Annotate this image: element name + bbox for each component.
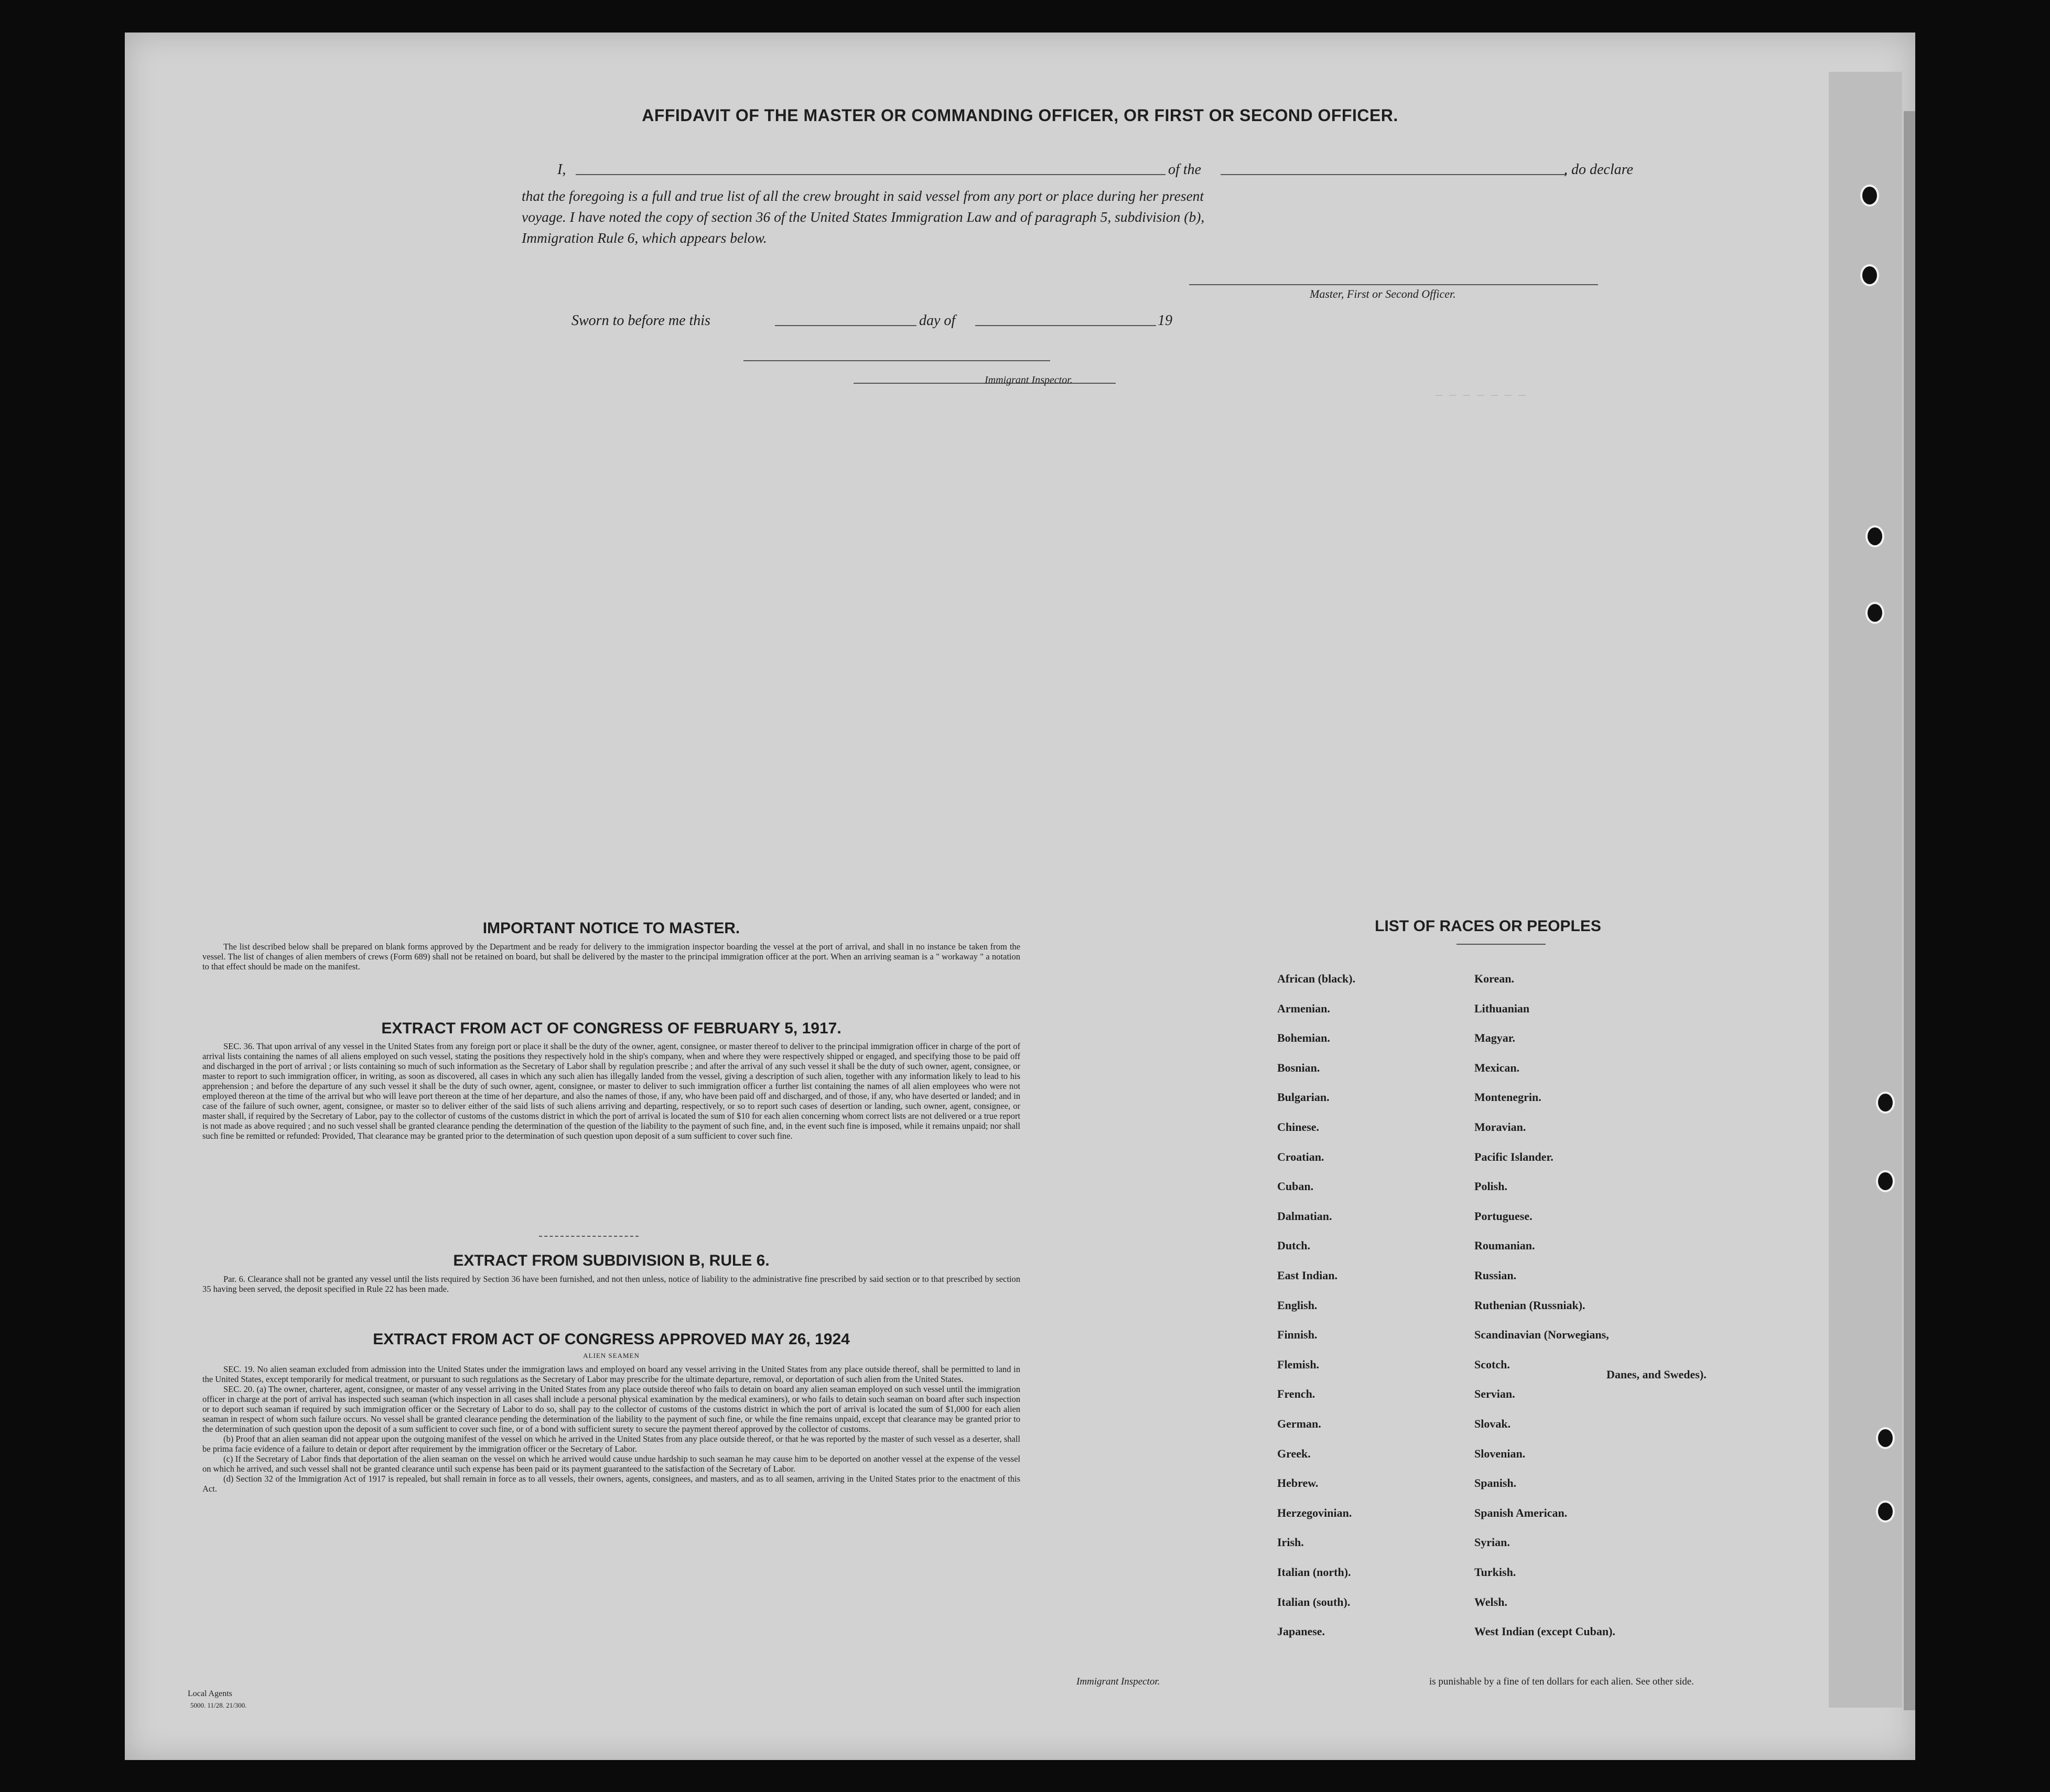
race-item: Russian. bbox=[1474, 1269, 1517, 1282]
race-item: Greek. bbox=[1277, 1446, 1311, 1460]
race-item: Hebrew. bbox=[1277, 1476, 1319, 1490]
affidavit-line-3: Immigration Rule 6, which appears below. bbox=[522, 230, 767, 246]
race-item: Polish. bbox=[1474, 1180, 1507, 1193]
footer-fine-notice: is punishable by a fine of ten dollars for each alien. See other side. bbox=[1429, 1676, 1694, 1687]
race-item: Slovenian. bbox=[1474, 1446, 1526, 1460]
race-item: Italian (south). bbox=[1277, 1595, 1351, 1609]
master-signature-line bbox=[1189, 284, 1598, 285]
master-label: Master, First or Second Officer. bbox=[1310, 287, 1456, 300]
race-item: Dutch. bbox=[1277, 1239, 1310, 1253]
inspector-upper-line bbox=[743, 360, 1050, 361]
notice-body: The list described below shall be prepared on blank forms approved by the Department and be ready for delivery to the immigration inspector boarding the vessel at the port of arrival, and shall in no instance be taken from the vessel. The list of changes of alien members of crews (Form 689) shall not be retained on board, but shall be delivered by the master to the principal immigration officer at the port. When an arriving seaman is a " workaway " a notation to that effect should be made on the manifest. bbox=[202, 942, 1020, 971]
sworn-label: Sworn to before me this bbox=[571, 312, 710, 329]
race-item: East Indian. bbox=[1277, 1269, 1337, 1282]
inspector-label: Immigrant Inspector. bbox=[985, 374, 1073, 386]
subdivision-body: Par. 6. Clearance shall not be granted any vessel until the lists required by Section 36 have been furnished, and not then unless, notice of liability to the administrative fine prescribed by said section or to that prescribed by section 35 having been served, the deposit specified in Rule 22 has been made. bbox=[202, 1274, 1020, 1294]
race-item: Chinese. bbox=[1277, 1120, 1320, 1134]
race-item: Scotch. bbox=[1474, 1357, 1510, 1371]
name-blank-line bbox=[576, 174, 1166, 175]
race-item: Slovak. bbox=[1474, 1417, 1511, 1430]
races-title: LIST OF RACES OR PEOPLES bbox=[1375, 917, 1601, 935]
race-item: African (black). bbox=[1277, 972, 1356, 985]
race-item: Herzegovinian. bbox=[1277, 1506, 1352, 1519]
race-item: Syrian. bbox=[1474, 1536, 1510, 1549]
extract-1924-paragraph: SEC. 19. No alien seaman excluded from admission into the United States under the immigration laws and employed on board any vessel arriving in the United States from any place outside thereof, shall be permitted to land in the United States, except temporarily for medical treatment, or pursuant to such regulations as the Secretary of Labor may prescribe for the ultimate departure, removal, or deportation of such alien from the United States. bbox=[202, 1364, 1020, 1384]
extract-1917-body: SEC. 36. That upon arrival of any vessel in the United States from any foreign port or place it shall be the duty of the owner, agent, consignee, or master thereof to deliver to the principal immigration officer in charge of the port of arrival lists containing the names of all aliens employed on such vessel, stating the positions they respectively hold in the ship's company, when and where they were respectively shipped or engaged, and specifying those to be paid off and discharged in the port of arrival ; or lists containing so much of such information as the Secretary of Labor shall by regulation prescribe ; and after the arrival of any such vessel it shall be the duty of such owner, agent, consignee, or master to report to such immigration officer, in writing, as soon as discovered, all cases in which any such alien has illegally landed from the vessel, giving a description of such alien, together with any information likely to lead to his apprehension ; and before the departure of any such vessel it shall be the duty of such owner, agent, consignee, or master to deliver to such immigration officer a further list containing the names of all alien employees who were not employed thereon at the time of the arrival but who will leave port thereon at the time of her departure, and also the names of those, if any, who have been paid off and discharged, and of those, if any, who have deserted or landed; and in case of the failure of such owner, agent, consignee, or master so to deliver either of the said lists of such aliens arriving and departing, respectively, or so to report such cases of desertion or landing, such owner, agent, consignee, or master shall, if required by the Secretary of Labor, pay to the collector of customs of the customs district in which the port of arrival is located the sum of $10 for each alien concerning whom correct lists are not delivered or a true report is not made as above required ; and no such vessel shall be granted clearance pending the determination of the question of the liability to the payment of such fine, and, in the event such fine is imposed, while it remains unpaid; nor shall such fine be remitted or refunded: Provided, That clearance may be granted prior to the determination of such question upon deposit of a sum sufficient to cover such fine. bbox=[202, 1041, 1020, 1141]
race-item: Dalmatian. bbox=[1277, 1209, 1332, 1223]
extract-1924-paragraph: SEC. 20. (a) The owner, charterer, agent, consignee, or master of any vessel arriving in the United States from any place outside thereof who fails to detain on board any alien seaman employed on such vessel until the immigration officer in charge at the port of arrival has inspected such seaman (which inspection in all cases shall include a personal physical examination by the medical examiners), or who fails to detain such seaman on board after such inspection or to deport such seaman if required by such immigration officer or the Secretary of Labor to do so, shall pay to the collector of customs of the customs district in which the port of arrival is located the sum of $1,000 for each alien seaman in respect of whom such failure occurs. No vessel shall be granted clearance pending the determination of the liability to the payment of such fine, or while the fine remains unpaid, except that clearance may be granted prior to the determination of such question upon the deposit of a sum sufficient to cover such fine, or of a bond with sufficient surety to secure the payment thereof approved by the collector of customs. bbox=[202, 1384, 1020, 1434]
binder-hole bbox=[1876, 1427, 1895, 1449]
race-item: Bulgarian. bbox=[1277, 1091, 1330, 1104]
race-item: Servian. bbox=[1474, 1387, 1515, 1401]
race-item: West Indian (except Cuban). bbox=[1474, 1625, 1615, 1638]
page-edge-dark bbox=[1904, 111, 1915, 1710]
extract-1924-subtitle: ALIEN SEAMEN bbox=[583, 1352, 640, 1359]
footer-inspector: Immigrant Inspector. bbox=[1076, 1676, 1160, 1687]
race-item: Pacific Islander. bbox=[1474, 1150, 1553, 1163]
race-item: Spanish American. bbox=[1474, 1506, 1568, 1519]
race-item: Bosnian. bbox=[1277, 1061, 1320, 1074]
affidavit-line-2: voyage. I have noted the copy of section 36 of the United States Immigration Law and of paragraph 5, subdivision (b), bbox=[522, 209, 1205, 225]
extract-1924-title: EXTRACT FROM ACT OF CONGRESS APPROVED MAY 26, 1924 bbox=[373, 1331, 850, 1348]
races-title-underline bbox=[1456, 944, 1546, 945]
binder-hole bbox=[1865, 602, 1884, 624]
binder-hole bbox=[1860, 264, 1879, 286]
page-edge bbox=[1829, 72, 1902, 1708]
affidavit-of-the: of the bbox=[1168, 161, 1201, 178]
race-item: Croatian. bbox=[1277, 1150, 1324, 1163]
bleed-through-text: — — — — — — — bbox=[1436, 389, 1526, 402]
footer-form-code: 5000. 11/28. 21/300. bbox=[190, 1701, 247, 1709]
extract-1924-paragraph: (c) If the Secretary of Labor finds that deportation of the alien seaman on the vessel on which he arrived would cause undue hardship to such seaman he may cause him to be deported on another vessel at the expense of the vessel on which he arrived, and such vessel shall not be granted clearance until such expense has been paid or its payment guaranteed to the satisfaction of the Secretary of Labor. bbox=[202, 1454, 1020, 1474]
race-item: Moravian. bbox=[1474, 1120, 1526, 1134]
race-item: Scandinavian (Norwegians, bbox=[1474, 1328, 1609, 1342]
race-item: German. bbox=[1277, 1417, 1321, 1430]
vessel-blank-line bbox=[1221, 174, 1567, 175]
race-item: English. bbox=[1277, 1298, 1318, 1312]
race-item: Irish. bbox=[1277, 1536, 1304, 1549]
sworn-month-line bbox=[975, 325, 1156, 326]
race-item: Italian (north). bbox=[1277, 1566, 1351, 1579]
race-item: Portuguese. bbox=[1474, 1209, 1533, 1223]
race-item: Danes, and Swedes). bbox=[1606, 1368, 1707, 1381]
race-item: Welsh. bbox=[1474, 1595, 1507, 1609]
affidavit-title: AFFIDAVIT OF THE MASTER OR COMMANDING OFFICER, OR FIRST OR SECOND OFFICER. bbox=[642, 106, 1398, 125]
footer-local-agents: Local Agents bbox=[188, 1689, 232, 1698]
subdivision-title: EXTRACT FROM SUBDIVISION B, RULE 6. bbox=[453, 1252, 770, 1269]
race-item: Korean. bbox=[1474, 972, 1514, 985]
race-item: Armenian. bbox=[1277, 1001, 1330, 1015]
race-item: Montenegrin. bbox=[1474, 1091, 1541, 1104]
binder-hole bbox=[1876, 1170, 1895, 1192]
race-item: Turkish. bbox=[1474, 1566, 1516, 1579]
race-item: Mexican. bbox=[1474, 1061, 1520, 1074]
affidavit-i: I, bbox=[557, 161, 566, 178]
binder-hole bbox=[1876, 1500, 1895, 1523]
notice-title: IMPORTANT NOTICE TO MASTER. bbox=[482, 920, 740, 937]
binder-hole bbox=[1865, 525, 1884, 547]
binder-hole bbox=[1860, 185, 1879, 207]
race-item: Japanese. bbox=[1277, 1625, 1325, 1638]
affidavit-line-1: that the foregoing is a full and true list of all the crew brought in said vessel from any port or place during her present bbox=[522, 188, 1204, 204]
affidavit-declare: , do declare bbox=[1564, 161, 1633, 178]
race-item: Bohemian. bbox=[1277, 1031, 1330, 1045]
section-divider bbox=[539, 1236, 639, 1237]
race-item: French. bbox=[1277, 1387, 1315, 1401]
race-item: Flemish. bbox=[1277, 1357, 1320, 1371]
extract-1924-body bbox=[202, 1364, 1020, 1494]
sworn-day-line bbox=[775, 325, 916, 326]
race-item: Magyar. bbox=[1474, 1031, 1516, 1045]
race-item: Finnish. bbox=[1277, 1328, 1318, 1342]
race-item: Roumanian. bbox=[1474, 1239, 1535, 1253]
race-item: Cuban. bbox=[1277, 1180, 1314, 1193]
race-item: Spanish. bbox=[1474, 1476, 1517, 1490]
binder-hole bbox=[1876, 1092, 1895, 1114]
race-item: Lithuanian bbox=[1474, 1001, 1530, 1015]
race-item: Ruthenian (Russniak). bbox=[1474, 1298, 1585, 1312]
extract-1917-title: EXTRACT FROM ACT OF CONGRESS OF FEBRUARY 5, 1917. bbox=[381, 1020, 841, 1037]
year-prefix: 19 bbox=[1158, 312, 1172, 329]
day-of-label: day of bbox=[919, 312, 956, 329]
extract-1924-paragraph: (d) Section 32 of the Immigration Act of 1917 is repealed, but shall remain in force as to all vessels, their owners, agents, consignees, and masters, and as to all seamen, arriving in the United States prior to the enactment of this Act. bbox=[202, 1474, 1020, 1494]
document-page bbox=[125, 33, 1915, 1760]
extract-1924-paragraph: (b) Proof that an alien seaman did not appear upon the outgoing manifest of the vessel on which he arrived in the United States from any place outside thereof, or that he was reported by the master of such vessel as a deserter, shall be prima facie evidence of a failure to detain or deport after requirement by the immigration officer or the Secretary of Labor. bbox=[202, 1434, 1020, 1454]
